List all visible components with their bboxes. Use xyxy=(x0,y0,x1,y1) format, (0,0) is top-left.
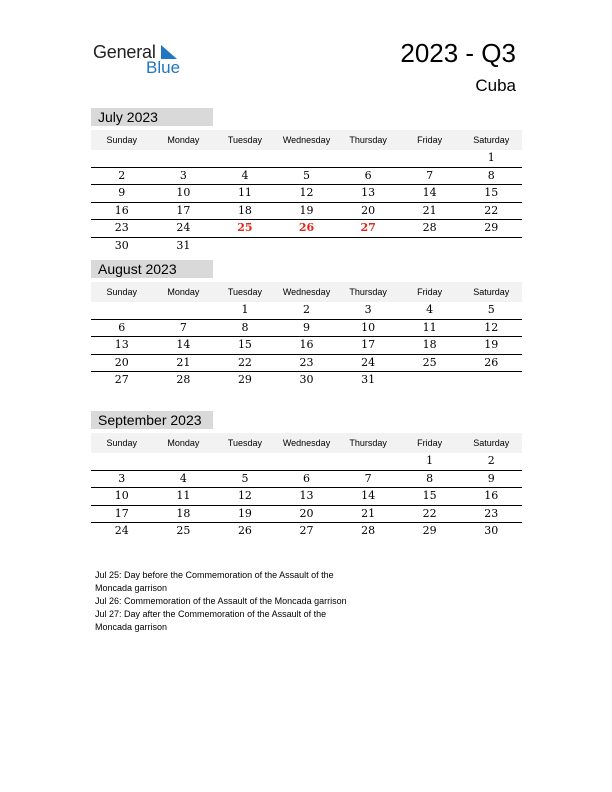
day-cell xyxy=(337,238,399,255)
day-cell: 8 xyxy=(487,168,495,182)
weekday-label: Monday xyxy=(167,287,200,297)
month-name: August 2023 xyxy=(91,260,213,278)
weekday-label: Tuesday xyxy=(227,135,263,145)
weekday-label: Wednesday xyxy=(282,438,331,448)
week-row xyxy=(91,453,522,471)
day-cell: 1 xyxy=(426,454,434,467)
day-cell: 19 xyxy=(299,203,314,217)
day-cell: 16 xyxy=(484,489,499,502)
day-cell: 28 xyxy=(361,524,376,537)
weekday-label: Saturday xyxy=(473,438,510,448)
day-cell: 23 xyxy=(299,355,314,369)
day-cell: 17 xyxy=(361,338,376,351)
weekday-header xyxy=(91,282,522,302)
day-cell: 22 xyxy=(422,506,437,520)
weekday-label: Monday xyxy=(167,438,200,448)
day-cell: 9 xyxy=(118,186,126,199)
day-cell: 4 xyxy=(179,471,187,485)
weekday-label: Thursday xyxy=(349,287,387,297)
day-cell: 19 xyxy=(484,338,499,351)
day-cell: 7 xyxy=(364,471,372,485)
week-row xyxy=(91,150,522,168)
day-cell: 18 xyxy=(237,203,252,217)
weekday-header xyxy=(91,433,522,453)
note-line: Jul 25: Day before the Commemoration of the Assault of the xyxy=(95,570,334,580)
day-cell xyxy=(276,453,338,470)
day-cell xyxy=(337,150,399,167)
note-line: Jul 26: Commemoration of the Assault of the Moncada garrison xyxy=(95,596,347,606)
day-cell: 24 xyxy=(114,524,129,537)
day-cell xyxy=(153,150,215,167)
day-cell: 29 xyxy=(422,524,437,537)
day-cell: 22 xyxy=(484,203,499,217)
week-row xyxy=(91,168,522,186)
week-row xyxy=(91,220,522,238)
page-title: 2023 - Q3 xyxy=(400,38,516,68)
day-cell: 6 xyxy=(303,471,311,485)
day-cell: 3 xyxy=(364,303,372,316)
day-cell: 18 xyxy=(176,506,191,520)
day-cell: 5 xyxy=(241,471,249,485)
day-cell: 23 xyxy=(484,506,499,520)
day-cell xyxy=(153,453,215,470)
week-row xyxy=(91,337,522,355)
day-cell xyxy=(460,238,522,255)
day-cell: 30 xyxy=(299,373,314,386)
day-cell: 16 xyxy=(114,203,129,217)
weekday-label: Sunday xyxy=(106,438,138,448)
day-cell xyxy=(276,150,338,167)
day-cell: 25 xyxy=(176,524,191,537)
day-cell: 2 xyxy=(487,454,495,467)
day-cell xyxy=(91,302,153,319)
day-cell: 5 xyxy=(303,168,311,182)
month-name: September 2023 xyxy=(91,411,213,429)
day-cell xyxy=(337,453,399,470)
day-cell: 8 xyxy=(426,471,434,485)
day-cell: 27 xyxy=(360,221,376,234)
holiday-notes xyxy=(95,569,395,634)
logo-general-text: General xyxy=(93,42,156,62)
day-cell: 15 xyxy=(422,489,437,502)
month-august xyxy=(91,260,522,389)
day-cell: 17 xyxy=(114,506,129,520)
day-cell: 5 xyxy=(487,303,495,316)
day-cell: 6 xyxy=(364,168,372,182)
day-cell: 13 xyxy=(361,186,376,199)
day-cell: 29 xyxy=(484,221,499,234)
day-cell: 22 xyxy=(237,355,252,369)
logo-blue-text: Blue xyxy=(146,58,181,77)
day-cell xyxy=(214,453,276,470)
day-cell: 27 xyxy=(114,373,129,386)
weekday-label: Wednesday xyxy=(282,287,331,297)
day-cell: 6 xyxy=(118,320,126,334)
day-cell xyxy=(214,150,276,167)
day-cell xyxy=(214,238,276,255)
day-cell: 13 xyxy=(299,489,314,502)
day-cell: 31 xyxy=(361,373,376,386)
day-cell: 27 xyxy=(299,524,314,537)
day-cell: 9 xyxy=(487,471,495,485)
note-line: Jul 27: Day after the Commemoration of the Assault of the xyxy=(95,609,327,619)
note-line: Moncada garrison xyxy=(95,583,168,593)
day-cell: 1 xyxy=(487,151,495,164)
day-cell: 10 xyxy=(361,320,376,334)
day-cell xyxy=(276,238,338,255)
day-cell: 3 xyxy=(179,168,187,182)
day-cell: 20 xyxy=(299,506,314,520)
day-cell: 10 xyxy=(114,489,129,502)
day-cell: 17 xyxy=(176,203,191,217)
weekday-label: Sunday xyxy=(106,135,138,145)
day-cell: 12 xyxy=(237,489,252,502)
day-cell: 13 xyxy=(114,338,129,351)
week-row xyxy=(91,355,522,373)
day-cell: 26 xyxy=(298,221,315,234)
day-cell: 14 xyxy=(361,489,376,502)
day-cell xyxy=(399,150,461,167)
weekday-label: Monday xyxy=(167,135,200,145)
day-cell: 28 xyxy=(176,373,191,386)
day-cell xyxy=(91,150,153,167)
day-cell: 4 xyxy=(241,168,249,182)
day-cell: 31 xyxy=(176,238,191,252)
week-row xyxy=(91,203,522,221)
day-cell xyxy=(460,372,522,389)
week-row xyxy=(91,523,522,540)
weekday-label: Tuesday xyxy=(227,438,263,448)
day-cell: 14 xyxy=(422,186,437,199)
day-cell: 15 xyxy=(237,338,252,351)
day-cell xyxy=(91,453,153,470)
day-cell: 3 xyxy=(118,471,126,485)
day-cell: 19 xyxy=(237,506,252,520)
week-row xyxy=(91,506,522,524)
day-cell: 8 xyxy=(241,320,249,334)
month-september xyxy=(91,411,522,540)
day-cell: 21 xyxy=(361,506,376,520)
day-cell: 11 xyxy=(237,186,252,199)
weekday-label: Friday xyxy=(417,438,443,448)
week-row xyxy=(91,471,522,489)
day-cell: 7 xyxy=(426,168,434,182)
weekday-label: Friday xyxy=(417,135,443,145)
day-cell: 30 xyxy=(484,524,499,537)
week-row xyxy=(91,302,522,320)
day-cell: 14 xyxy=(176,338,191,351)
note-line: Moncada garrison xyxy=(95,622,168,632)
day-cell: 2 xyxy=(303,303,311,316)
day-cell xyxy=(153,302,215,319)
weekday-label: Saturday xyxy=(473,135,510,145)
week-row xyxy=(91,488,522,506)
week-row xyxy=(91,320,522,338)
day-cell: 11 xyxy=(176,489,191,502)
day-cell: 25 xyxy=(237,221,253,234)
day-cell: 11 xyxy=(422,320,437,334)
day-cell: 12 xyxy=(484,320,499,334)
generalblue-logo xyxy=(93,40,193,80)
weekday-label: Thursday xyxy=(349,438,387,448)
weekday-label: Saturday xyxy=(473,287,510,297)
weekday-label: Friday xyxy=(417,287,443,297)
weekday-label: Wednesday xyxy=(282,135,331,145)
logo-triangle-icon xyxy=(161,45,177,59)
month-name: July 2023 xyxy=(91,108,213,126)
day-cell: 28 xyxy=(422,221,437,234)
weekday-label: Thursday xyxy=(349,135,387,145)
day-cell xyxy=(399,238,461,255)
day-cell: 4 xyxy=(426,303,434,316)
month-july xyxy=(91,108,522,254)
day-cell: 12 xyxy=(299,186,314,199)
day-cell: 29 xyxy=(237,373,252,386)
day-cell xyxy=(399,372,461,389)
day-cell: 26 xyxy=(237,524,252,537)
day-cell: 25 xyxy=(422,355,437,369)
day-cell: 21 xyxy=(422,203,437,217)
day-cell: 20 xyxy=(361,203,376,217)
day-cell: 26 xyxy=(484,355,499,369)
day-cell: 24 xyxy=(176,221,191,234)
day-cell: 7 xyxy=(179,320,187,334)
week-row xyxy=(91,372,522,389)
country-name: Cuba xyxy=(475,76,516,95)
week-row xyxy=(91,238,522,255)
day-cell: 9 xyxy=(303,320,311,334)
week-row xyxy=(91,185,522,203)
day-cell: 30 xyxy=(114,238,129,252)
day-cell: 23 xyxy=(114,221,129,234)
weekday-header xyxy=(91,130,522,150)
day-cell: 24 xyxy=(361,355,376,369)
day-cell: 20 xyxy=(114,355,129,369)
weekday-label: Tuesday xyxy=(227,287,263,297)
day-cell: 18 xyxy=(422,338,437,351)
day-cell: 2 xyxy=(118,168,126,182)
weekday-label: Sunday xyxy=(106,287,138,297)
day-cell: 10 xyxy=(176,186,191,199)
day-cell: 1 xyxy=(241,303,249,316)
day-cell: 21 xyxy=(176,355,191,369)
day-cell: 16 xyxy=(299,338,314,351)
day-cell: 15 xyxy=(484,186,499,199)
